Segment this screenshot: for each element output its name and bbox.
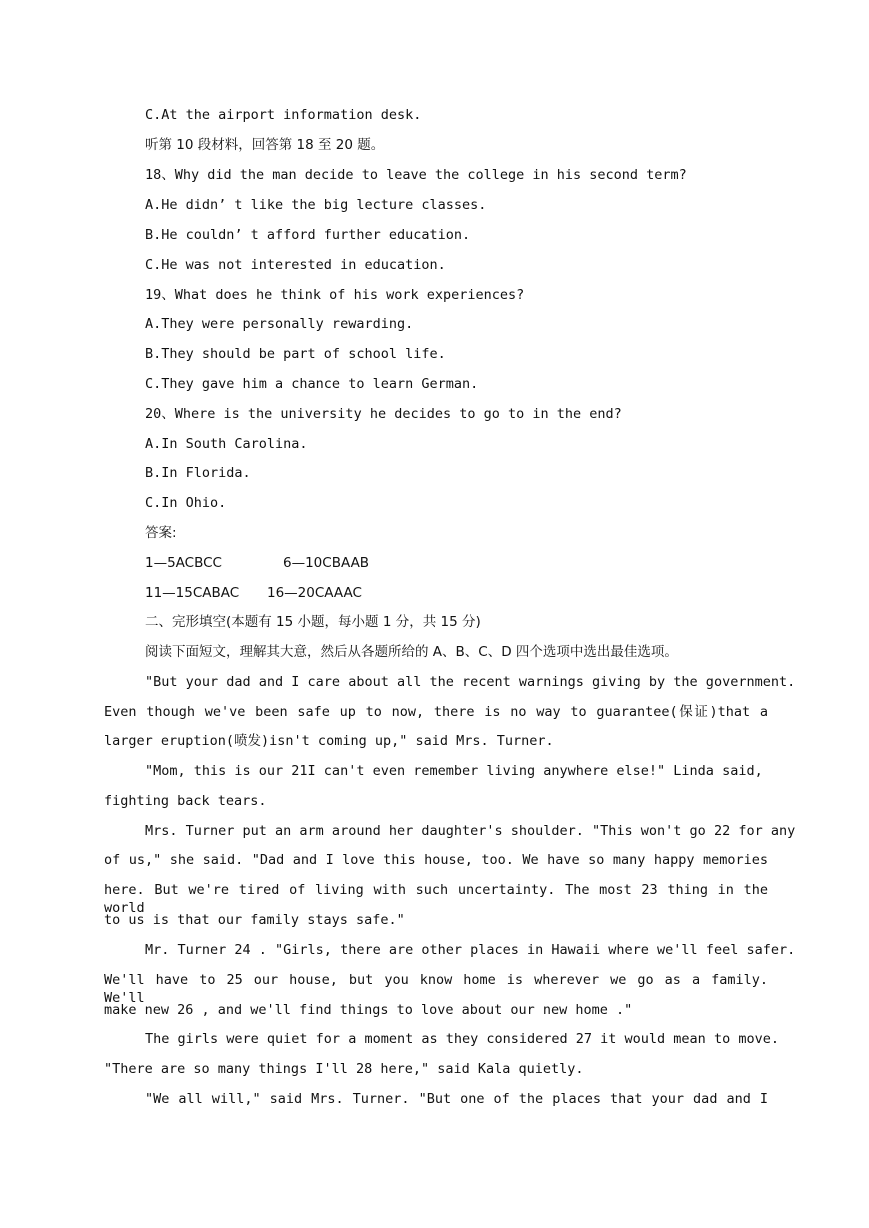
- answer-range: 16—20CAAAC: [267, 585, 362, 601]
- cloze-line: larger eruption(喷发)isn't coming up," said Mrs. Turner.: [104, 733, 554, 749]
- q20-option-a: A.In South Carolina.: [145, 436, 308, 452]
- answers-row: [145, 554, 545, 572]
- section10-intro: 听第 10 段材料，回答第 18 至 20 题。: [145, 137, 385, 153]
- q20-option-b: B.In Florida.: [145, 465, 251, 481]
- cloze-line: fighting back tears.: [104, 793, 267, 809]
- answer-range: 1—5ACBCC: [145, 555, 222, 571]
- cloze-line: The girls were quiet for a moment as they considered 27 it would mean to move.: [145, 1031, 779, 1047]
- cloze-line: "But your dad and I care about all the recent warnings giving by the government.: [145, 674, 796, 690]
- cloze-line: We'll have to 25 our house, but you know home is wherever we go as a family. We'll: [104, 972, 768, 1006]
- q18-option-a: A.He didn’ t like the big lecture classes.: [145, 197, 487, 213]
- q18-option-c: C.He was not interested in education.: [145, 257, 446, 273]
- cloze-line: Even though we've been safe up to now, there is no way to guarantee(保证)that a: [104, 704, 768, 720]
- cloze-line: make new 26 , and we'll find things to love about our new home .": [104, 1002, 633, 1018]
- cloze-line: "There are so many things I'll 28 here," said Kala quietly.: [104, 1061, 584, 1077]
- answers-label: 答案:: [145, 525, 177, 541]
- cloze-line: to us is that our family stays safe.": [104, 912, 405, 928]
- answer-range: 6—10CBAAB: [283, 555, 370, 571]
- cloze-line: "We all will," said Mrs. Turner. "But one of the places that your dad and I: [145, 1091, 768, 1107]
- cloze-instruction: 阅读下面短文，理解其大意，然后从各题所给的 A、B、C、D 四个选项中选出最佳选项。: [145, 644, 678, 660]
- q18-question: 18、Why did the man decide to leave the college in his second term?: [145, 167, 687, 183]
- q19-option-b: B.They should be part of school life.: [145, 346, 446, 362]
- cloze-line: "Mom, this is our 21I can't even remember living anywhere else!" Linda said,: [145, 763, 763, 779]
- q19-question: 19、What does he think of his work experiences?: [145, 287, 525, 303]
- answers-row: [145, 584, 545, 602]
- q20-question: 20、Where is the university he decides to go to in the end?: [145, 406, 622, 422]
- cloze-line: Mr. Turner 24 . "Girls, there are other places in Hawaii where we'll feel safer.: [145, 942, 796, 958]
- q19-option-a: A.They were personally rewarding.: [145, 316, 414, 332]
- cloze-line: Mrs. Turner put an arm around her daughter's shoulder. "This won't go 22 for any: [145, 823, 796, 839]
- cloze-line: here. But we're tired of living with such uncertainty. The most 23 thing in the world: [104, 882, 768, 916]
- cloze-heading: 二、完形填空(本题有 15 小题，每小题 1 分，共 15 分): [145, 614, 481, 630]
- q18-option-b: B.He couldn’ t afford further education.: [145, 227, 471, 243]
- q20-option-c: C.In Ohio.: [145, 495, 227, 511]
- cloze-line: of us," she said. "Dad and I love this house, too. We have so many happy memories: [104, 852, 768, 868]
- answer-range: 11—15CABAC: [145, 585, 240, 601]
- q17-option-c: C.At the airport information desk.: [145, 107, 422, 123]
- q19-option-c: C.They gave him a chance to learn German.: [145, 376, 479, 392]
